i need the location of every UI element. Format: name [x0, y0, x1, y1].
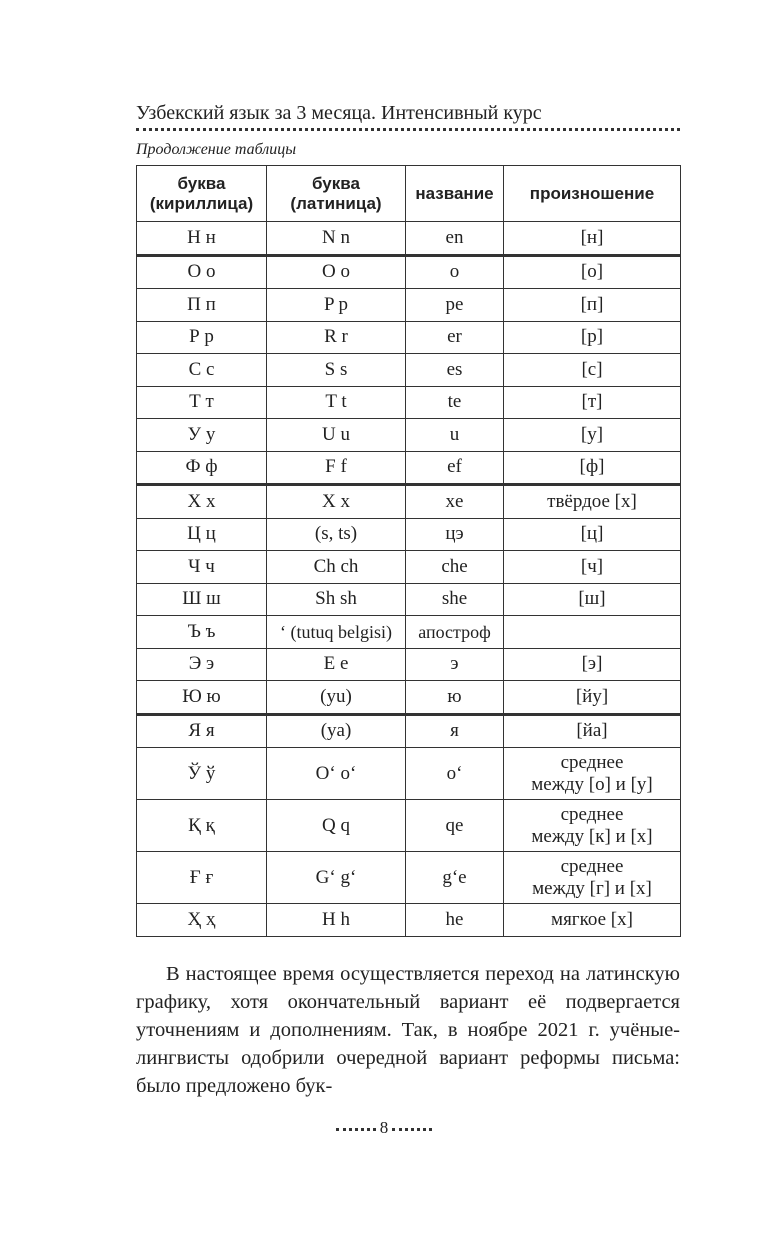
table-row: [137, 904, 681, 937]
table-row: [137, 852, 681, 904]
cell-name: xe: [406, 485, 504, 519]
header-dotted-rule: [136, 128, 680, 131]
cell-pronunciation: [504, 616, 681, 649]
table-row: [137, 222, 681, 256]
table-row: [137, 714, 681, 748]
cell-pronunciation: [э]: [504, 648, 681, 681]
cell-name: o‘: [406, 748, 504, 800]
cell-pronunciation: [ф]: [504, 451, 681, 485]
cell-name: che: [406, 551, 504, 584]
cell-latin: U u: [267, 419, 406, 452]
table-row: [137, 616, 681, 649]
footer-dots-left: [336, 1128, 376, 1131]
alphabet-table: [136, 165, 681, 937]
cell-latin: X x: [267, 485, 406, 519]
table-row: [137, 583, 681, 616]
cell-pronunciation: [п]: [504, 289, 681, 322]
running-title: Узбекский язык за 3 месяца. Интенсивный курс: [136, 102, 542, 124]
cell-cyrillic: Ҳ ҳ: [137, 904, 267, 937]
cell-cyrillic: С с: [137, 354, 267, 387]
cell-latin: S s: [267, 354, 406, 387]
cell-name: er: [406, 321, 504, 354]
cell-latin: Ch ch: [267, 551, 406, 584]
cell-name: ю: [406, 681, 504, 715]
cell-pronunciation: [ш]: [504, 583, 681, 616]
cell-latin: H h: [267, 904, 406, 937]
table-caption: Продолжение таблицы: [136, 141, 297, 158]
table-row: [137, 451, 681, 485]
cell-latin: (s, ts): [267, 518, 406, 551]
cell-cyrillic: Р р: [137, 321, 267, 354]
cell-latin: (ya): [267, 714, 406, 748]
cell-pronunciation: [ч]: [504, 551, 681, 584]
table-row: [137, 518, 681, 551]
page-footer: [0, 1118, 768, 1138]
cell-latin: Sh sh: [267, 583, 406, 616]
cell-latin: ‘ (tutuq belgisi): [267, 616, 406, 649]
cell-name: te: [406, 386, 504, 419]
cell-latin: T t: [267, 386, 406, 419]
cell-latin: Q q: [267, 800, 406, 852]
table-row: [137, 386, 681, 419]
col-header-pronunciation: произношение: [504, 166, 681, 222]
table-row: [137, 748, 681, 800]
cell-name: апостроф: [406, 616, 504, 649]
col-header-name: название: [406, 166, 504, 222]
cell-cyrillic: У у: [137, 419, 267, 452]
cell-cyrillic: Т т: [137, 386, 267, 419]
cell-name: э: [406, 648, 504, 681]
cell-latin: P p: [267, 289, 406, 322]
cell-pronunciation: среднее между [г] и [х]: [504, 852, 681, 904]
cell-name: цэ: [406, 518, 504, 551]
cell-cyrillic: Қ қ: [137, 800, 267, 852]
cell-pronunciation: [у]: [504, 419, 681, 452]
cell-latin: N n: [267, 222, 406, 256]
cell-name: pe: [406, 289, 504, 322]
cell-name: es: [406, 354, 504, 387]
cell-cyrillic: Ъ ъ: [137, 616, 267, 649]
cell-pronunciation: [йа]: [504, 714, 681, 748]
table-row: [137, 800, 681, 852]
cell-cyrillic: Ш ш: [137, 583, 267, 616]
cell-name: she: [406, 583, 504, 616]
cell-cyrillic: Х х: [137, 485, 267, 519]
table-row: [137, 354, 681, 387]
cell-name: he: [406, 904, 504, 937]
paragraph-text: В настоящее время осуществляется переход на латинскую графику, хотя окончательный вариант её подвергается уточнениям и дополнениям. Так, в ноябре 2021 г. учёные-лингвисты одобрили очередной вариант реформы письма: было предложено бук-: [136, 963, 680, 1097]
cell-cyrillic: П п: [137, 289, 267, 322]
cell-latin: F f: [267, 451, 406, 485]
cell-name: u: [406, 419, 504, 452]
table-row: [137, 321, 681, 354]
cell-pronunciation: [йу]: [504, 681, 681, 715]
table-header-row: [137, 166, 681, 222]
col-header-cyrillic: буква (кириллица): [137, 166, 267, 222]
cell-pronunciation: твёрдое [х]: [504, 485, 681, 519]
cell-name: я: [406, 714, 504, 748]
cell-cyrillic: Ц ц: [137, 518, 267, 551]
footer-dots-right: [392, 1128, 432, 1131]
cell-cyrillic: Ю ю: [137, 681, 267, 715]
cell-pronunciation: [н]: [504, 222, 681, 256]
cell-cyrillic: Ғ ғ: [137, 852, 267, 904]
col-header-latin: буква (латиница): [267, 166, 406, 222]
table-row: [137, 648, 681, 681]
cell-name: qe: [406, 800, 504, 852]
cell-pronunciation: [о]: [504, 255, 681, 289]
table-row: [137, 419, 681, 452]
cell-pronunciation: [р]: [504, 321, 681, 354]
cell-cyrillic: Ч ч: [137, 551, 267, 584]
cell-name: o: [406, 255, 504, 289]
cell-latin: O‘ o‘: [267, 748, 406, 800]
cell-latin: G‘ g‘: [267, 852, 406, 904]
cell-pronunciation: среднее между [о] и [у]: [504, 748, 681, 800]
cell-pronunciation: [ц]: [504, 518, 681, 551]
cell-cyrillic: Ф ф: [137, 451, 267, 485]
cell-cyrillic: Ў ў: [137, 748, 267, 800]
table-row: [137, 485, 681, 519]
cell-latin: R r: [267, 321, 406, 354]
table-row: [137, 289, 681, 322]
cell-cyrillic: Н н: [137, 222, 267, 256]
cell-cyrillic: Я я: [137, 714, 267, 748]
cell-pronunciation: [т]: [504, 386, 681, 419]
cell-name: ef: [406, 451, 504, 485]
page-number: 8: [379, 1118, 389, 1137]
cell-cyrillic: О о: [137, 255, 267, 289]
cell-pronunciation: мягкое [х]: [504, 904, 681, 937]
cell-pronunciation: [с]: [504, 354, 681, 387]
cell-name: g‘e: [406, 852, 504, 904]
cell-latin: (yu): [267, 681, 406, 715]
table-row: [137, 255, 681, 289]
table-row: [137, 551, 681, 584]
cell-latin: E e: [267, 648, 406, 681]
cell-name: en: [406, 222, 504, 256]
cell-pronunciation: среднее между [к] и [х]: [504, 800, 681, 852]
cell-cyrillic: Э э: [137, 648, 267, 681]
body-paragraph: [136, 960, 680, 1100]
table-row: [137, 681, 681, 715]
cell-latin: O o: [267, 255, 406, 289]
